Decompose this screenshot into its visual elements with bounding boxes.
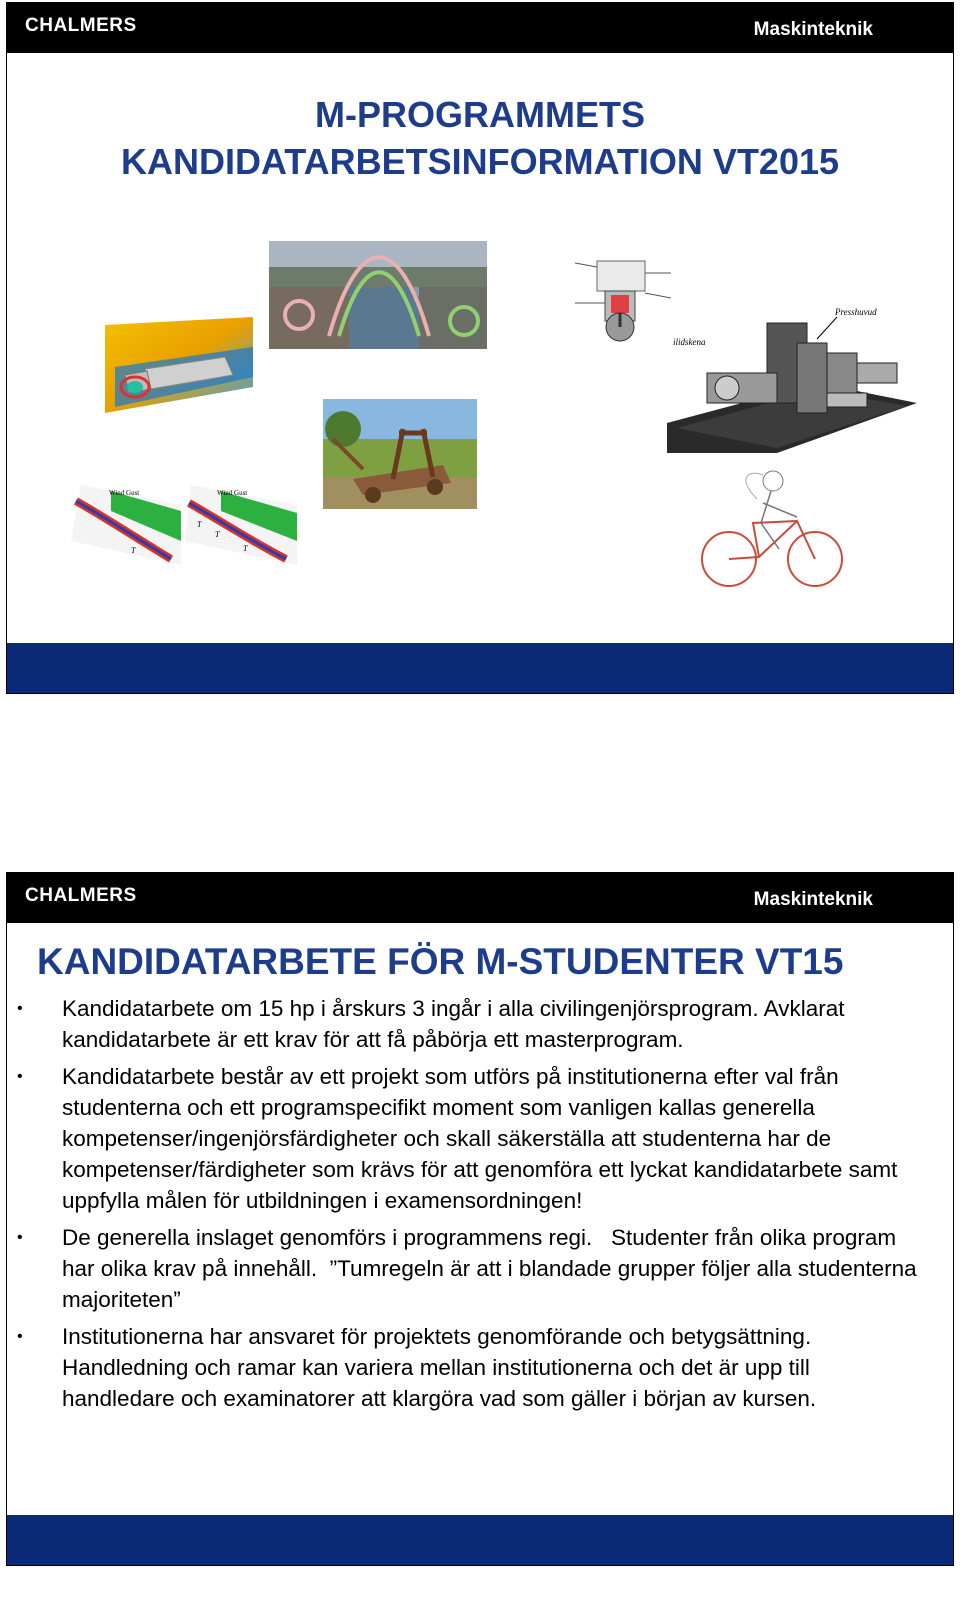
bullet-text: De generella inslaget genomförs i programmens regi. Studenter från olika program har olika krav på innehåll. ”Tumregeln är att i blandade grupper följer alla studenterna majoriteten” [62, 1225, 923, 1312]
chalmers-logo: CHALMERS [25, 885, 137, 906]
title-line-1: M-PROGRAMMETS [315, 94, 645, 135]
catapult-image [323, 399, 477, 509]
bullet-item [7, 993, 922, 1055]
bullet-marker: • [17, 1000, 23, 1017]
bicycle-sketch-image [697, 459, 847, 591]
ts1-label: T [215, 530, 220, 539]
slide-title [7, 91, 953, 185]
bullet-marker: • [17, 1068, 23, 1085]
bullet-item [7, 1061, 922, 1216]
department-label: Maskinteknik [753, 889, 873, 910]
slide-footer [7, 643, 953, 693]
presshuvud-label: Presshuvud [835, 307, 877, 317]
department-label: Maskinteknik [753, 19, 873, 40]
slide-header [7, 873, 953, 923]
wind-gust-simulation-image [71, 481, 297, 565]
title-line-2: KANDIDATARBETSINFORMATION VT2015 [120, 141, 840, 182]
bullet-item [7, 1222, 922, 1315]
slide-2 [6, 872, 954, 1566]
slide-1 [6, 2, 954, 694]
wind-gust-label-2: Wind Gust [217, 489, 248, 497]
bullet-text: Institutionerna har ansvaret för projektets genomförande och betygsättning. Handledning och ramar kan variera mellan institutionerna och det är upp till handledare och examinatorer att klargöra vad som gäller i början av kursen. [62, 1324, 817, 1411]
bullet-marker: • [17, 1229, 23, 1246]
bullet-item [7, 1321, 922, 1414]
bullet-text: Kandidatarbete om 15 hp i årskurs 3 ingår i alla civilingenjörsprogram. Avklarat kandidatarbete är ett krav för att få påbörja ett masterprogram. [62, 996, 845, 1052]
press-machine-image [667, 293, 917, 453]
truck-aerodynamics-image [105, 317, 253, 413]
wind-gust-label-1: Wind Gust [109, 489, 140, 497]
slide-title: KANDIDATARBETE FÖR M-STUDENTER VT15 [37, 941, 844, 982]
tm-label-2: T [243, 544, 248, 553]
bullet-list [7, 993, 947, 1420]
city-river-image [269, 241, 487, 349]
slide-footer [7, 1515, 953, 1565]
engine-diagram-image [575, 243, 671, 345]
bullet-marker: • [17, 1328, 23, 1345]
chalmers-logo: CHALMERS [25, 15, 137, 36]
bullet-text: Kandidatarbete består av ett projekt som utförs på institutionerna efter val från studenterna och ett programspecifikt moment som vanligen kallas generella kompetenser/ingenjörsfärdigheter och skall säkerställa att studenterna har de kompetenser/färdigheter som krävs för att genomföra ett lyckat kandidatarbete samt uppfylla målen för utbildningen i examensordningen! [62, 1064, 898, 1213]
slide-header [7, 3, 953, 53]
skena-label: ilidskena [673, 337, 706, 347]
tn2-label: T [197, 520, 202, 529]
tm-label-1: T [131, 546, 136, 555]
